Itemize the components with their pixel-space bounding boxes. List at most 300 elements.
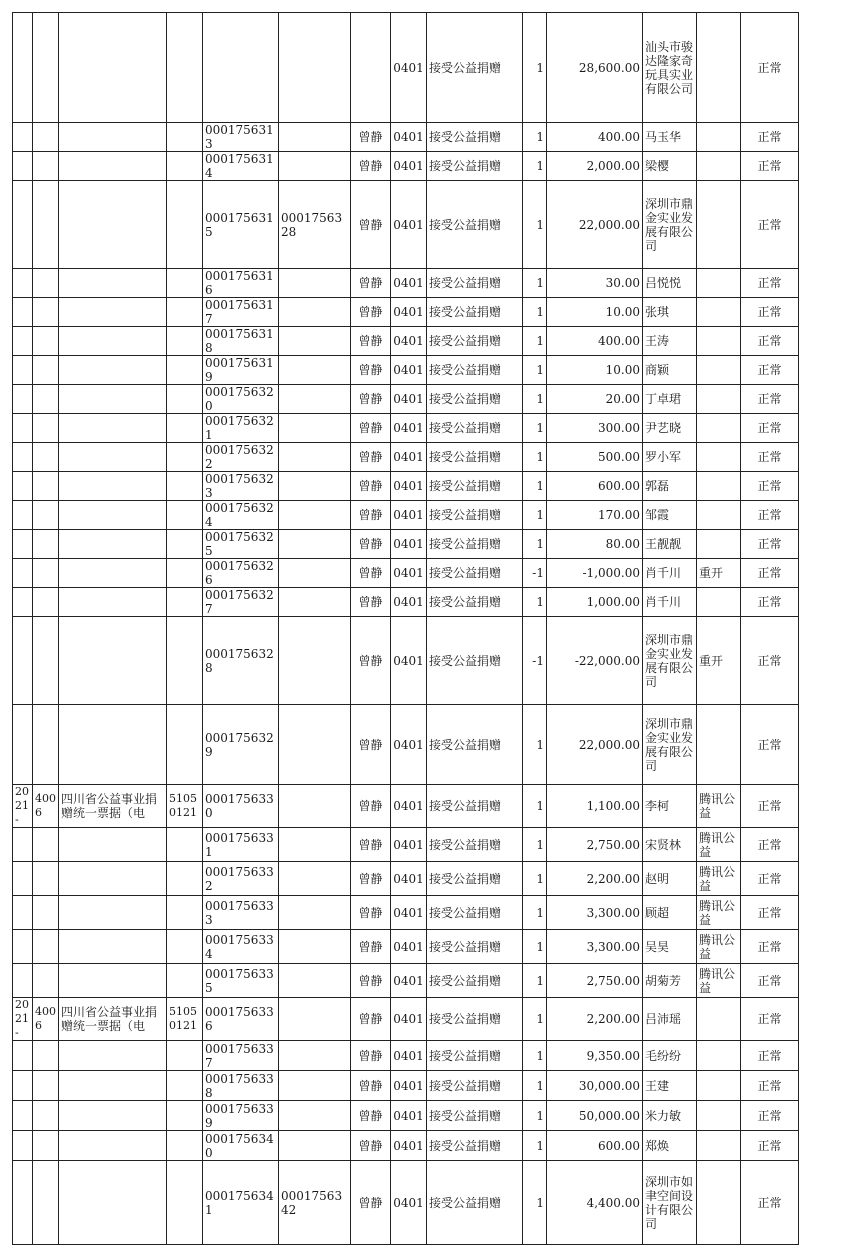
payer-cell: 商颖 bbox=[643, 356, 697, 385]
code-cell bbox=[33, 443, 59, 472]
payer-cell: 李柯 bbox=[643, 785, 697, 828]
status-cell: 正常 bbox=[741, 530, 799, 559]
channel-cell bbox=[697, 1161, 741, 1245]
item-name-cell: 接受公益捐赠 bbox=[427, 588, 523, 617]
bill-type-cell bbox=[59, 1161, 167, 1245]
code-cell: 4006 bbox=[33, 785, 59, 828]
channel-cell bbox=[697, 1071, 741, 1101]
item-code-cell: 0401 bbox=[391, 617, 427, 705]
bill-code-cell bbox=[167, 705, 203, 785]
handler-cell: 曾静 bbox=[351, 998, 391, 1041]
quantity-cell: -1 bbox=[523, 617, 547, 705]
date-cell bbox=[13, 1071, 33, 1101]
payer-cell: 丁卓珺 bbox=[643, 385, 697, 414]
payer-cell: 深圳市如聿空间设计有限公司 bbox=[643, 1161, 697, 1245]
channel-cell bbox=[697, 1101, 741, 1131]
bill-code-cell bbox=[167, 559, 203, 588]
item-code-cell: 0401 bbox=[391, 356, 427, 385]
bill-code-cell: 51050121 bbox=[167, 785, 203, 828]
item-code-cell: 0401 bbox=[391, 1131, 427, 1161]
channel-cell bbox=[697, 385, 741, 414]
date-cell bbox=[13, 472, 33, 501]
bill-type-cell bbox=[59, 930, 167, 964]
code-cell bbox=[33, 930, 59, 964]
item-code-cell: 0401 bbox=[391, 1071, 427, 1101]
amount-cell: -22,000.00 bbox=[547, 617, 643, 705]
status-cell: 正常 bbox=[741, 472, 799, 501]
table-row bbox=[13, 1041, 799, 1071]
status-cell: 正常 bbox=[741, 998, 799, 1041]
bill-type-cell bbox=[59, 385, 167, 414]
item-name-cell: 接受公益捐赠 bbox=[427, 327, 523, 356]
date-cell bbox=[13, 530, 33, 559]
table-row bbox=[13, 964, 799, 998]
item-name-cell: 接受公益捐赠 bbox=[427, 930, 523, 964]
code-cell bbox=[33, 414, 59, 443]
date-cell bbox=[13, 269, 33, 298]
item-code-cell: 0401 bbox=[391, 13, 427, 123]
channel-cell bbox=[697, 998, 741, 1041]
handler-cell: 曾静 bbox=[351, 298, 391, 327]
handler-cell: 曾静 bbox=[351, 1071, 391, 1101]
channel-cell bbox=[697, 501, 741, 530]
item-name-cell: 接受公益捐赠 bbox=[427, 998, 523, 1041]
reference-number-cell bbox=[279, 705, 351, 785]
bill-type-cell bbox=[59, 559, 167, 588]
quantity-cell: -1 bbox=[523, 559, 547, 588]
bill-code-cell bbox=[167, 269, 203, 298]
amount-cell: 30,000.00 bbox=[547, 1071, 643, 1101]
date-cell bbox=[13, 123, 33, 152]
bill-type-cell bbox=[59, 123, 167, 152]
channel-cell bbox=[697, 152, 741, 181]
bill-type-cell bbox=[59, 705, 167, 785]
amount-cell: 2,750.00 bbox=[547, 964, 643, 998]
quantity-cell: 1 bbox=[523, 1041, 547, 1071]
item-name-cell: 接受公益捐赠 bbox=[427, 123, 523, 152]
bill-type-cell bbox=[59, 1071, 167, 1101]
item-code-cell: 0401 bbox=[391, 385, 427, 414]
serial-number-cell: 0001756335 bbox=[203, 964, 279, 998]
payer-cell: 张琪 bbox=[643, 298, 697, 327]
table-row bbox=[13, 472, 799, 501]
payer-cell: 王建 bbox=[643, 1071, 697, 1101]
bill-type-cell bbox=[59, 1101, 167, 1131]
item-name-cell: 接受公益捐赠 bbox=[427, 414, 523, 443]
handler-cell: 曾静 bbox=[351, 862, 391, 896]
serial-number-cell: 0001756341 bbox=[203, 1161, 279, 1245]
channel-cell bbox=[697, 269, 741, 298]
item-name-cell: 接受公益捐赠 bbox=[427, 356, 523, 385]
amount-cell: 170.00 bbox=[547, 501, 643, 530]
status-cell: 正常 bbox=[741, 181, 799, 269]
reference-number-cell bbox=[279, 472, 351, 501]
amount-cell: 3,300.00 bbox=[547, 930, 643, 964]
handler-cell: 曾静 bbox=[351, 443, 391, 472]
item-name-cell: 接受公益捐赠 bbox=[427, 559, 523, 588]
bill-code-cell bbox=[167, 385, 203, 414]
status-cell: 正常 bbox=[741, 1101, 799, 1131]
channel-cell bbox=[697, 123, 741, 152]
payer-cell: 肖千川 bbox=[643, 559, 697, 588]
table-row bbox=[13, 13, 799, 123]
serial-number-cell bbox=[203, 13, 279, 123]
item-code-cell: 0401 bbox=[391, 964, 427, 998]
bill-type-cell bbox=[59, 152, 167, 181]
status-cell: 正常 bbox=[741, 13, 799, 123]
handler-cell: 曾静 bbox=[351, 530, 391, 559]
channel-cell bbox=[697, 414, 741, 443]
channel-cell bbox=[697, 356, 741, 385]
code-cell bbox=[33, 1101, 59, 1131]
date-cell bbox=[13, 1161, 33, 1245]
handler-cell: 曾静 bbox=[351, 930, 391, 964]
reference-number-cell: 0001756342 bbox=[279, 1161, 351, 1245]
amount-cell: 2,750.00 bbox=[547, 828, 643, 862]
item-name-cell: 接受公益捐赠 bbox=[427, 530, 523, 559]
payer-cell: 胡菊芳 bbox=[643, 964, 697, 998]
handler-cell: 曾静 bbox=[351, 501, 391, 530]
quantity-cell: 1 bbox=[523, 785, 547, 828]
bill-type-cell bbox=[59, 13, 167, 123]
bill-type-cell bbox=[59, 501, 167, 530]
handler-cell: 曾静 bbox=[351, 152, 391, 181]
item-name-cell: 接受公益捐赠 bbox=[427, 385, 523, 414]
channel-cell: 腾讯公益 bbox=[697, 964, 741, 998]
amount-cell: 600.00 bbox=[547, 1131, 643, 1161]
table-row bbox=[13, 123, 799, 152]
bill-type-cell bbox=[59, 964, 167, 998]
reference-number-cell bbox=[279, 269, 351, 298]
date-cell: 2021- bbox=[13, 998, 33, 1041]
reference-number-cell bbox=[279, 588, 351, 617]
status-cell: 正常 bbox=[741, 1041, 799, 1071]
bill-code-cell bbox=[167, 13, 203, 123]
bill-type-cell bbox=[59, 617, 167, 705]
bill-code-cell bbox=[167, 298, 203, 327]
status-cell: 正常 bbox=[741, 298, 799, 327]
item-name-cell: 接受公益捐赠 bbox=[427, 1161, 523, 1245]
channel-cell bbox=[697, 443, 741, 472]
handler-cell: 曾静 bbox=[351, 327, 391, 356]
quantity-cell: 1 bbox=[523, 385, 547, 414]
table-row bbox=[13, 298, 799, 327]
code-cell bbox=[33, 472, 59, 501]
channel-cell: 腾讯公益 bbox=[697, 862, 741, 896]
channel-cell: 腾讯公益 bbox=[697, 896, 741, 930]
reference-number-cell bbox=[279, 559, 351, 588]
date-cell bbox=[13, 705, 33, 785]
quantity-cell: 1 bbox=[523, 298, 547, 327]
code-cell bbox=[33, 617, 59, 705]
amount-cell: 50,000.00 bbox=[547, 1101, 643, 1131]
status-cell: 正常 bbox=[741, 152, 799, 181]
handler-cell: 曾静 bbox=[351, 785, 391, 828]
table-row bbox=[13, 862, 799, 896]
serial-number-cell: 0001756319 bbox=[203, 356, 279, 385]
item-name-cell: 接受公益捐赠 bbox=[427, 705, 523, 785]
serial-number-cell: 0001756336 bbox=[203, 998, 279, 1041]
handler-cell: 曾静 bbox=[351, 385, 391, 414]
date-cell bbox=[13, 896, 33, 930]
bill-code-cell bbox=[167, 1161, 203, 1245]
reference-number-cell bbox=[279, 964, 351, 998]
bill-type-cell bbox=[59, 181, 167, 269]
item-name-cell: 接受公益捐赠 bbox=[427, 1041, 523, 1071]
amount-cell: 600.00 bbox=[547, 472, 643, 501]
bill-type-cell bbox=[59, 269, 167, 298]
channel-cell: 重开 bbox=[697, 559, 741, 588]
serial-number-cell: 0001756333 bbox=[203, 896, 279, 930]
serial-number-cell: 0001756327 bbox=[203, 588, 279, 617]
code-cell bbox=[33, 385, 59, 414]
item-code-cell: 0401 bbox=[391, 181, 427, 269]
item-name-cell: 接受公益捐赠 bbox=[427, 964, 523, 998]
payer-cell: 梁樱 bbox=[643, 152, 697, 181]
handler-cell: 曾静 bbox=[351, 588, 391, 617]
reference-number-cell bbox=[279, 1071, 351, 1101]
payer-cell: 顾超 bbox=[643, 896, 697, 930]
bill-code-cell bbox=[167, 472, 203, 501]
status-cell: 正常 bbox=[741, 501, 799, 530]
reference-number-cell bbox=[279, 1101, 351, 1131]
item-name-cell: 接受公益捐赠 bbox=[427, 1101, 523, 1131]
serial-number-cell: 0001756332 bbox=[203, 862, 279, 896]
table-row bbox=[13, 705, 799, 785]
serial-number-cell: 0001756320 bbox=[203, 385, 279, 414]
bill-code-cell: 51050121 bbox=[167, 998, 203, 1041]
quantity-cell: 1 bbox=[523, 896, 547, 930]
serial-number-cell: 0001756316 bbox=[203, 269, 279, 298]
quantity-cell: 1 bbox=[523, 1101, 547, 1131]
bill-type-cell bbox=[59, 828, 167, 862]
table-row bbox=[13, 181, 799, 269]
payer-cell: 米力敏 bbox=[643, 1101, 697, 1131]
serial-number-cell: 0001756326 bbox=[203, 559, 279, 588]
amount-cell: 3,300.00 bbox=[547, 896, 643, 930]
code-cell bbox=[33, 530, 59, 559]
reference-number-cell bbox=[279, 13, 351, 123]
item-code-cell: 0401 bbox=[391, 123, 427, 152]
amount-cell: 400.00 bbox=[547, 123, 643, 152]
bill-type-cell bbox=[59, 443, 167, 472]
payer-cell: 吕悦悦 bbox=[643, 269, 697, 298]
table-row bbox=[13, 356, 799, 385]
status-cell: 正常 bbox=[741, 785, 799, 828]
quantity-cell: 1 bbox=[523, 964, 547, 998]
payer-cell: 毛纷纷 bbox=[643, 1041, 697, 1071]
serial-number-cell: 0001756325 bbox=[203, 530, 279, 559]
item-name-cell: 接受公益捐赠 bbox=[427, 472, 523, 501]
status-cell: 正常 bbox=[741, 930, 799, 964]
status-cell: 正常 bbox=[741, 588, 799, 617]
amount-cell: 30.00 bbox=[547, 269, 643, 298]
payer-cell: 王靓靓 bbox=[643, 530, 697, 559]
payer-cell: 深圳市鼎金实业发展有限公司 bbox=[643, 181, 697, 269]
reference-number-cell bbox=[279, 152, 351, 181]
donation-ledger-table bbox=[12, 12, 799, 1245]
date-cell bbox=[13, 356, 33, 385]
bill-code-cell bbox=[167, 356, 203, 385]
table-row bbox=[13, 896, 799, 930]
table-row bbox=[13, 414, 799, 443]
reference-number-cell bbox=[279, 501, 351, 530]
quantity-cell: 1 bbox=[523, 862, 547, 896]
quantity-cell: 1 bbox=[523, 414, 547, 443]
date-cell bbox=[13, 414, 33, 443]
item-name-cell: 接受公益捐赠 bbox=[427, 828, 523, 862]
status-cell: 正常 bbox=[741, 617, 799, 705]
status-cell: 正常 bbox=[741, 705, 799, 785]
date-cell: 2021- bbox=[13, 785, 33, 828]
channel-cell: 腾讯公益 bbox=[697, 785, 741, 828]
table-row bbox=[13, 385, 799, 414]
table-row bbox=[13, 443, 799, 472]
reference-number-cell: 0001756328 bbox=[279, 181, 351, 269]
status-cell: 正常 bbox=[741, 123, 799, 152]
item-code-cell: 0401 bbox=[391, 559, 427, 588]
payer-cell: 赵明 bbox=[643, 862, 697, 896]
quantity-cell: 1 bbox=[523, 269, 547, 298]
item-code-cell: 0401 bbox=[391, 998, 427, 1041]
item-code-cell: 0401 bbox=[391, 298, 427, 327]
item-name-cell: 接受公益捐赠 bbox=[427, 896, 523, 930]
serial-number-cell: 0001756337 bbox=[203, 1041, 279, 1071]
bill-type-cell bbox=[59, 588, 167, 617]
quantity-cell: 1 bbox=[523, 13, 547, 123]
channel-cell bbox=[697, 705, 741, 785]
channel-cell: 腾讯公益 bbox=[697, 828, 741, 862]
reference-number-cell bbox=[279, 123, 351, 152]
table-row bbox=[13, 930, 799, 964]
code-cell bbox=[33, 559, 59, 588]
payer-cell: 郑焕 bbox=[643, 1131, 697, 1161]
serial-number-cell: 0001756314 bbox=[203, 152, 279, 181]
date-cell bbox=[13, 385, 33, 414]
handler-cell: 曾静 bbox=[351, 896, 391, 930]
handler-cell: 曾静 bbox=[351, 356, 391, 385]
code-cell bbox=[33, 588, 59, 617]
item-code-cell: 0401 bbox=[391, 588, 427, 617]
bill-code-cell bbox=[167, 443, 203, 472]
quantity-cell: 1 bbox=[523, 930, 547, 964]
status-cell: 正常 bbox=[741, 862, 799, 896]
serial-number-cell: 0001756318 bbox=[203, 327, 279, 356]
table-row bbox=[13, 327, 799, 356]
serial-number-cell: 0001756330 bbox=[203, 785, 279, 828]
status-cell: 正常 bbox=[741, 269, 799, 298]
amount-cell: 400.00 bbox=[547, 327, 643, 356]
reference-number-cell bbox=[279, 298, 351, 327]
bill-code-cell bbox=[167, 181, 203, 269]
date-cell bbox=[13, 588, 33, 617]
serial-number-cell: 0001756329 bbox=[203, 705, 279, 785]
reference-number-cell bbox=[279, 617, 351, 705]
bill-type-cell bbox=[59, 896, 167, 930]
code-cell bbox=[33, 705, 59, 785]
reference-number-cell bbox=[279, 828, 351, 862]
status-cell: 正常 bbox=[741, 1071, 799, 1101]
code-cell bbox=[33, 1131, 59, 1161]
bill-type-cell: 四川省公益事业捐赠统一票据（电 bbox=[59, 998, 167, 1041]
quantity-cell: 1 bbox=[523, 181, 547, 269]
item-name-cell: 接受公益捐赠 bbox=[427, 501, 523, 530]
item-code-cell: 0401 bbox=[391, 443, 427, 472]
quantity-cell: 1 bbox=[523, 530, 547, 559]
date-cell bbox=[13, 327, 33, 356]
channel-cell bbox=[697, 298, 741, 327]
quantity-cell: 1 bbox=[523, 327, 547, 356]
bill-code-cell bbox=[167, 152, 203, 181]
code-cell bbox=[33, 269, 59, 298]
reference-number-cell bbox=[279, 530, 351, 559]
reference-number-cell bbox=[279, 862, 351, 896]
handler-cell: 曾静 bbox=[351, 559, 391, 588]
amount-cell: 10.00 bbox=[547, 356, 643, 385]
table-row bbox=[13, 588, 799, 617]
serial-number-cell: 0001756322 bbox=[203, 443, 279, 472]
amount-cell: 28,600.00 bbox=[547, 13, 643, 123]
quantity-cell: 1 bbox=[523, 472, 547, 501]
payer-cell: 郭磊 bbox=[643, 472, 697, 501]
status-cell: 正常 bbox=[741, 1161, 799, 1245]
handler-cell: 曾静 bbox=[351, 472, 391, 501]
bill-code-cell bbox=[167, 617, 203, 705]
date-cell bbox=[13, 930, 33, 964]
code-cell bbox=[33, 1071, 59, 1101]
payer-cell: 尹艺晓 bbox=[643, 414, 697, 443]
table-row bbox=[13, 1161, 799, 1245]
payer-cell: 吴昊 bbox=[643, 930, 697, 964]
table-row bbox=[13, 998, 799, 1041]
payer-cell: 吕沛瑶 bbox=[643, 998, 697, 1041]
handler-cell bbox=[351, 13, 391, 123]
amount-cell: 22,000.00 bbox=[547, 705, 643, 785]
date-cell bbox=[13, 181, 33, 269]
serial-number-cell: 0001756317 bbox=[203, 298, 279, 327]
payer-cell: 罗小军 bbox=[643, 443, 697, 472]
serial-number-cell: 0001756323 bbox=[203, 472, 279, 501]
handler-cell: 曾静 bbox=[351, 123, 391, 152]
amount-cell: 1,100.00 bbox=[547, 785, 643, 828]
table-row bbox=[13, 152, 799, 181]
code-cell bbox=[33, 896, 59, 930]
code-cell bbox=[33, 13, 59, 123]
item-code-cell: 0401 bbox=[391, 472, 427, 501]
channel-cell bbox=[697, 327, 741, 356]
payer-cell: 深圳市鼎金实业发展有限公司 bbox=[643, 617, 697, 705]
channel-cell: 腾讯公益 bbox=[697, 930, 741, 964]
code-cell bbox=[33, 964, 59, 998]
bill-code-cell bbox=[167, 123, 203, 152]
quantity-cell: 1 bbox=[523, 705, 547, 785]
date-cell bbox=[13, 501, 33, 530]
payer-cell: 深圳市鼎金实业发展有限公司 bbox=[643, 705, 697, 785]
channel-cell: 重开 bbox=[697, 617, 741, 705]
handler-cell: 曾静 bbox=[351, 269, 391, 298]
code-cell bbox=[33, 1161, 59, 1245]
table-row bbox=[13, 1071, 799, 1101]
status-cell: 正常 bbox=[741, 443, 799, 472]
bill-type-cell: 四川省公益事业捐赠统一票据（电 bbox=[59, 785, 167, 828]
serial-number-cell: 0001756338 bbox=[203, 1071, 279, 1101]
item-name-cell: 接受公益捐赠 bbox=[427, 298, 523, 327]
amount-cell: 300.00 bbox=[547, 414, 643, 443]
payer-cell: 汕头市骏达隆家奇玩具实业有限公司 bbox=[643, 13, 697, 123]
bill-code-cell bbox=[167, 862, 203, 896]
status-cell: 正常 bbox=[741, 896, 799, 930]
code-cell bbox=[33, 828, 59, 862]
